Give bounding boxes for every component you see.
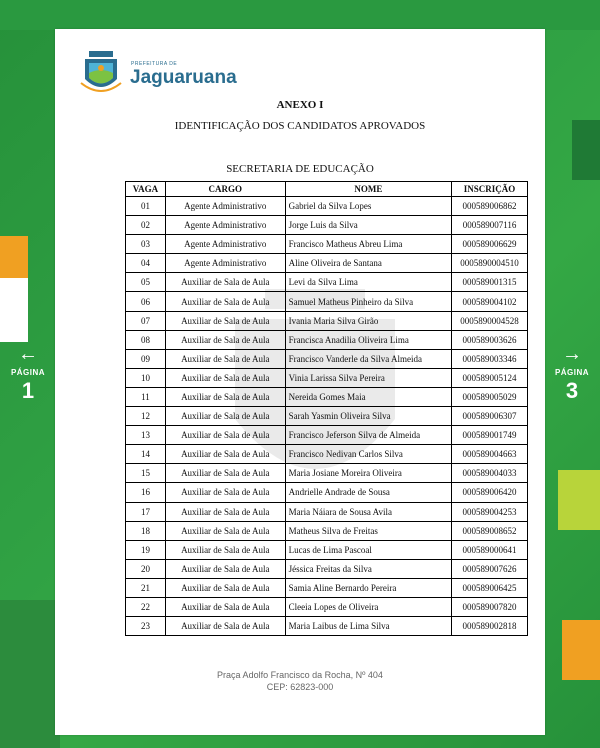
cell-cargo: Auxiliar de Sala de Aula xyxy=(165,521,285,540)
cell-nome: Francisca Anadilia Oliveira Lima xyxy=(285,330,451,349)
column-header-inscricao: INSCRIÇÃO xyxy=(452,182,528,197)
cell-cargo: Auxiliar de Sala de Aula xyxy=(165,387,285,406)
column-header-cargo: CARGO xyxy=(165,182,285,197)
section-title: SECRETARIA DE EDUCAÇÃO xyxy=(226,163,374,175)
logo-name: Jaguaruana xyxy=(130,67,237,88)
cell-vaga: 17 xyxy=(126,502,166,521)
cell-inscricao: 000589004253 xyxy=(452,502,528,521)
cell-vaga: 12 xyxy=(126,407,166,426)
cell-nome: Ivania Maria Silva Girão xyxy=(285,311,451,330)
table-header-row xyxy=(126,182,528,197)
cell-cargo: Auxiliar de Sala de Aula xyxy=(165,292,285,311)
prev-page-label: PÁGINA xyxy=(10,368,46,377)
cell-vaga: 16 xyxy=(126,483,166,502)
cell-vaga: 13 xyxy=(126,426,166,445)
cell-cargo: Auxiliar de Sala de Aula xyxy=(165,368,285,387)
cell-nome: Samia Aline Bernardo Pereira xyxy=(285,578,451,597)
table-row xyxy=(126,521,528,540)
footer-street: Praça Adolfo Francisco da Rocha, Nº 404 xyxy=(217,670,383,680)
cell-vaga: 02 xyxy=(126,216,166,235)
cell-cargo: Auxiliar de Sala de Aula xyxy=(165,502,285,521)
next-page-label: PÁGINA xyxy=(554,368,590,377)
cell-inscricao: 000589006307 xyxy=(452,407,528,426)
table-row xyxy=(126,502,528,521)
table-row xyxy=(126,216,528,235)
cell-inscricao: 000589005029 xyxy=(452,387,528,406)
cell-inscricao: 000589006629 xyxy=(452,235,528,254)
cell-nome: Maria Laibus de Lima Silva xyxy=(285,617,451,636)
cell-cargo: Agente Administrativo xyxy=(165,216,285,235)
decor-dark-block xyxy=(572,120,600,180)
table-row xyxy=(126,426,528,445)
cell-inscricao: 000589001315 xyxy=(452,273,528,292)
cell-cargo: Auxiliar de Sala de Aula xyxy=(165,464,285,483)
cell-nome: Andrielle Andrade de Sousa xyxy=(285,483,451,502)
cell-vaga: 19 xyxy=(126,540,166,559)
cell-nome: Nereida Gomes Maia xyxy=(285,387,451,406)
cell-vaga: 14 xyxy=(126,445,166,464)
logo-prefix: PREFEITURA DE xyxy=(131,61,178,67)
table-row xyxy=(126,464,528,483)
cell-inscricao: 000589005124 xyxy=(452,368,528,387)
cell-nome: Matheus Silva de Freitas xyxy=(285,521,451,540)
cell-cargo: Auxiliar de Sala de Aula xyxy=(165,540,285,559)
cell-cargo: Auxiliar de Sala de Aula xyxy=(165,426,285,445)
document-page xyxy=(55,29,545,735)
decor-white-block xyxy=(0,278,28,342)
arrow-left-icon: ← xyxy=(18,343,38,365)
cell-vaga: 18 xyxy=(126,521,166,540)
table-row xyxy=(126,330,528,349)
cell-vaga: 20 xyxy=(126,559,166,578)
cell-inscricao: 0005890004528 xyxy=(452,311,528,330)
cell-inscricao: 000589006862 xyxy=(452,197,528,216)
cell-cargo: Agente Administrativo xyxy=(165,254,285,273)
table-row xyxy=(126,349,528,368)
cell-vaga: 07 xyxy=(126,311,166,330)
table-row xyxy=(126,254,528,273)
cell-vaga: 03 xyxy=(126,235,166,254)
table-row xyxy=(126,540,528,559)
cell-vaga: 04 xyxy=(126,254,166,273)
table-row xyxy=(126,578,528,597)
arrow-right-icon: → xyxy=(562,343,582,365)
cell-cargo: Auxiliar de Sala de Aula xyxy=(165,578,285,597)
cell-cargo: Auxiliar de Sala de Aula xyxy=(165,597,285,616)
table-row xyxy=(126,559,528,578)
cell-nome: Francisco Jeferson Silva de Almeida xyxy=(285,426,451,445)
prev-page-number: 1 xyxy=(21,378,35,403)
cell-inscricao: 000589004033 xyxy=(452,464,528,483)
table-row xyxy=(126,197,528,216)
table-row xyxy=(126,387,528,406)
cell-vaga: 09 xyxy=(126,349,166,368)
table-row xyxy=(126,483,528,502)
cell-nome: Lucas de Lima Pascoal xyxy=(285,540,451,559)
column-header-vaga: VAGA xyxy=(126,182,166,197)
cell-cargo: Auxiliar de Sala de Aula xyxy=(165,483,285,502)
table-row xyxy=(126,292,528,311)
table-row xyxy=(126,235,528,254)
footer-cep: CEP: 62823-000 xyxy=(266,682,334,692)
next-page-button[interactable] xyxy=(548,344,596,403)
cell-nome: Aline Oliveira de Santana xyxy=(285,254,451,273)
cell-vaga: 06 xyxy=(126,292,166,311)
cell-cargo: Auxiliar de Sala de Aula xyxy=(165,617,285,636)
table-row xyxy=(126,617,528,636)
cell-vaga: 11 xyxy=(126,387,166,406)
table-row xyxy=(126,311,528,330)
cell-vaga: 23 xyxy=(126,617,166,636)
approved-candidates-table xyxy=(125,181,528,636)
background-band xyxy=(0,0,600,30)
cell-vaga: 05 xyxy=(126,273,166,292)
cell-inscricao: 000589002818 xyxy=(452,617,528,636)
prefeitura-logo xyxy=(79,49,237,97)
cell-inscricao: 000589007820 xyxy=(452,597,528,616)
cell-cargo: Auxiliar de Sala de Aula xyxy=(165,407,285,426)
cell-nome: Maria Josiane Moreira Oliveira xyxy=(285,464,451,483)
table-row xyxy=(126,273,528,292)
cell-nome: Levi da Silva Lima xyxy=(285,273,451,292)
table-row xyxy=(126,597,528,616)
decor-lime-block xyxy=(558,470,600,530)
table-row xyxy=(126,445,528,464)
cell-inscricao: 000589004663 xyxy=(452,445,528,464)
decor-orange-block-2 xyxy=(562,620,600,680)
cell-cargo: Auxiliar de Sala de Aula xyxy=(165,349,285,368)
cell-inscricao: 000589007626 xyxy=(452,559,528,578)
cell-vaga: 01 xyxy=(126,197,166,216)
cell-nome: Maria Náiara de Sousa Avila xyxy=(285,502,451,521)
cell-nome: Jéssica Freitas da Silva xyxy=(285,559,451,578)
cell-inscricao: 000589006425 xyxy=(452,578,528,597)
cell-inscricao: 000589004102 xyxy=(452,292,528,311)
decor-orange-block xyxy=(0,236,28,278)
decor-green-block xyxy=(0,600,60,748)
cell-cargo: Agente Administrativo xyxy=(165,197,285,216)
cell-vaga: 08 xyxy=(126,330,166,349)
cell-vaga: 22 xyxy=(126,597,166,616)
cell-nome: Samuel Matheus Pinheiro da Silva xyxy=(285,292,451,311)
cell-inscricao: 000589000641 xyxy=(452,540,528,559)
cell-inscricao: 000589007116 xyxy=(452,216,528,235)
cell-cargo: Auxiliar de Sala de Aula xyxy=(165,559,285,578)
cell-nome: Francisco Nedivan Carlos Silva xyxy=(285,445,451,464)
cell-cargo: Auxiliar de Sala de Aula xyxy=(165,273,285,292)
cell-inscricao: 000589008652 xyxy=(452,521,528,540)
cell-nome: Vinia Larissa Silva Pereira xyxy=(285,368,451,387)
cell-nome: Cleeia Lopes de Oliveira xyxy=(285,597,451,616)
cell-nome: Jorge Luis da Silva xyxy=(285,216,451,235)
cell-cargo: Agente Administrativo xyxy=(165,235,285,254)
cell-nome: Francisco Vanderle da Silva Almeida xyxy=(285,349,451,368)
cell-nome: Sarah Yasmin Oliveira Silva xyxy=(285,407,451,426)
footer-address xyxy=(55,669,545,693)
column-header-nome: NOME xyxy=(285,182,451,197)
cell-inscricao: 000589003626 xyxy=(452,330,528,349)
cell-inscricao: 0005890004510 xyxy=(452,254,528,273)
cell-nome: Gabriel da Silva Lopes xyxy=(285,197,451,216)
document-heading: IDENTIFICAÇÃO DOS CANDIDATOS APROVADOS xyxy=(174,120,426,132)
annex-title: ANEXO I xyxy=(276,99,324,111)
next-page-number: 3 xyxy=(565,378,579,403)
cell-cargo: Auxiliar de Sala de Aula xyxy=(165,330,285,349)
cell-vaga: 15 xyxy=(126,464,166,483)
cell-nome: Francisco Matheus Abreu Lima xyxy=(285,235,451,254)
cell-inscricao: 000589006420 xyxy=(452,483,528,502)
cell-vaga: 21 xyxy=(126,578,166,597)
cell-vaga: 10 xyxy=(126,368,166,387)
cell-cargo: Auxiliar de Sala de Aula xyxy=(165,445,285,464)
table-row xyxy=(126,368,528,387)
table-row xyxy=(126,407,528,426)
cell-cargo: Auxiliar de Sala de Aula xyxy=(165,311,285,330)
cell-inscricao: 000589003346 xyxy=(452,349,528,368)
city-crest-icon xyxy=(79,49,123,97)
prev-page-button[interactable] xyxy=(4,344,52,403)
cell-inscricao: 000589001749 xyxy=(452,426,528,445)
